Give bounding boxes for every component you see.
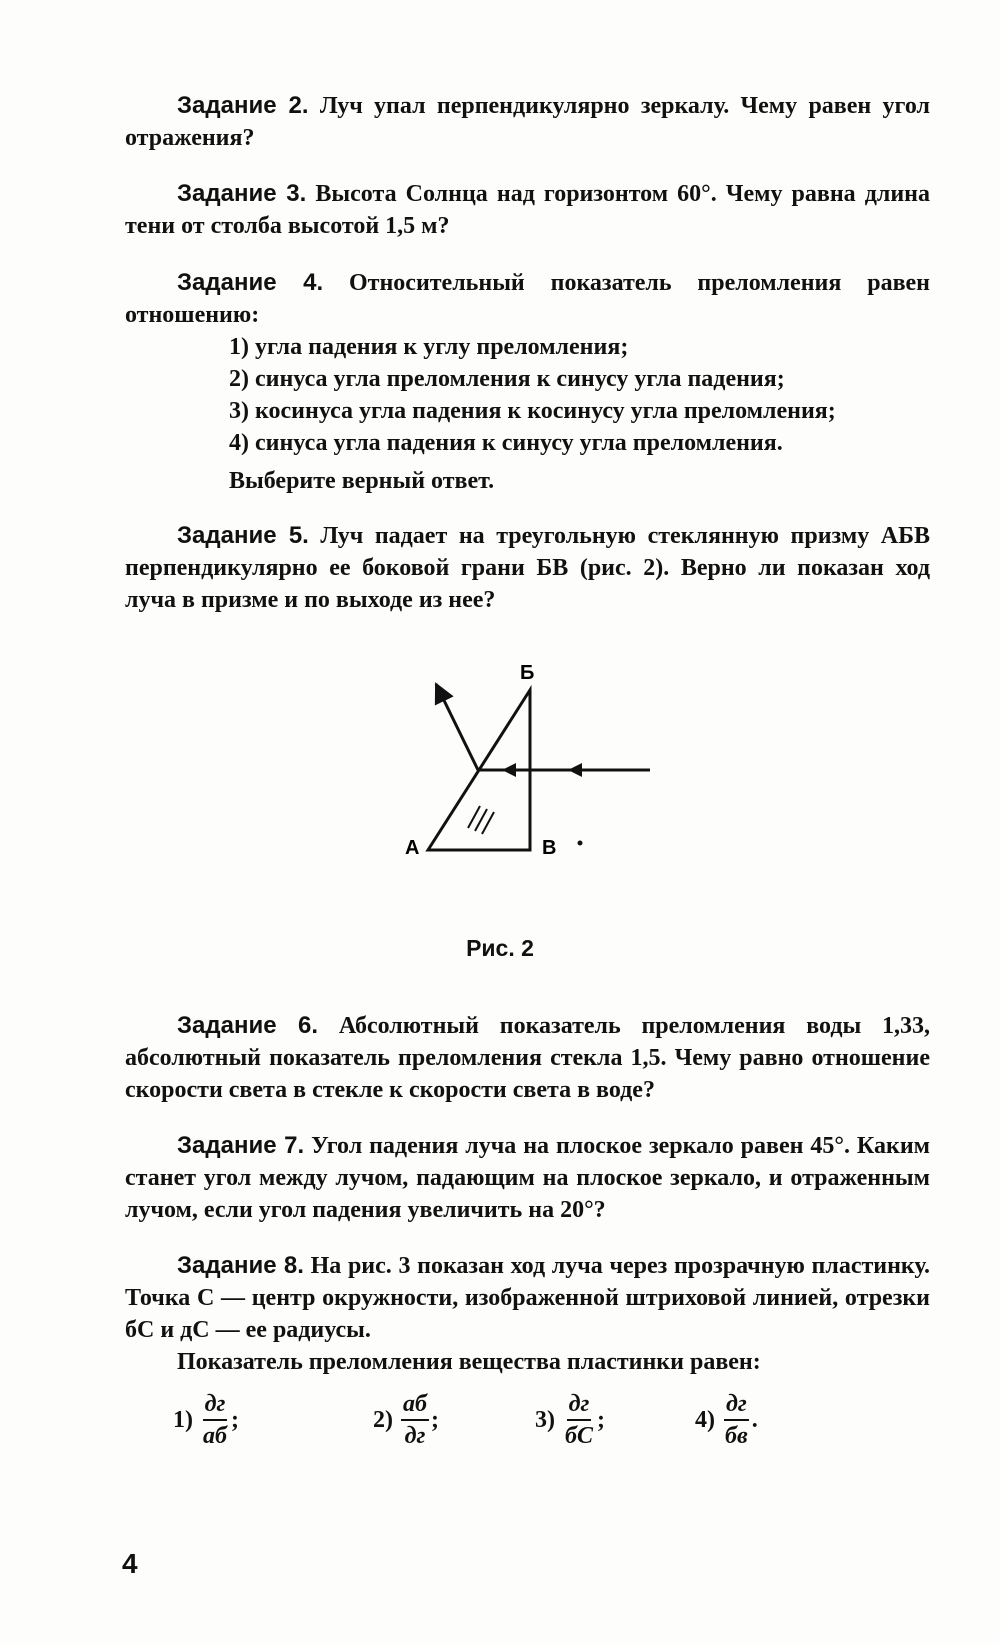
task-2-text: Луч упал перпендикулярно зеркалу. Чему равен угол отражения? xyxy=(125,93,931,151)
task-5-label: Задание 5. xyxy=(177,522,309,549)
prism-figure xyxy=(380,650,680,870)
task-8-label: Задание 8. xyxy=(177,1252,304,1279)
ray-arrow-inner xyxy=(502,763,516,777)
task-8-answers xyxy=(125,1380,930,1460)
task-8-text: На рис. 3 показан ход луча через прозрачную пластинку. Точка С — центр окружности, изображенной штриховой линией, отрезки бС и дС — ее радиусы. xyxy=(125,1253,931,1343)
page-number: 4 xyxy=(122,1548,138,1579)
task-3 xyxy=(125,178,930,242)
task-4-text: Относительный показатель преломления равен отношению: xyxy=(125,270,931,328)
task-3-text: Высота Солнца над горизонтом 60°. Чему равна длина тени от столба высотой 1,5 м? xyxy=(125,181,930,239)
vertex-label-v: В xyxy=(542,837,557,859)
fraction: $\frac{дг}{бв}$ xyxy=(725,1391,748,1449)
task-5 xyxy=(125,520,930,616)
figure-caption: Рис. 2 xyxy=(466,935,534,961)
task-4-option-4: 4) синуса угла падения к синусу угла преломления. xyxy=(229,430,783,456)
task-7-label: Задание 7. xyxy=(177,1132,305,1159)
task-8-question: Показатель преломления вещества пластинки равен: xyxy=(177,1349,761,1375)
ray-arrow-outer xyxy=(568,763,582,777)
task-6-text: Абсолютный показатель преломления воды 1,33, абсолютный показатель преломления стекла 1,5. Чему равно отношение скорости света в стекле к скорости света в воде? xyxy=(125,1013,930,1103)
task-2 xyxy=(125,90,930,154)
task-4-option-2: 2) синуса угла преломления к синусу угла падения; xyxy=(229,366,785,392)
task-6 xyxy=(125,1010,930,1106)
task-4-label: Задание 4. xyxy=(177,269,324,296)
task-4-option-1: 1) угла падения к углу преломления; xyxy=(229,334,629,360)
vertex-label-a: А xyxy=(405,837,420,859)
answer-4: 4) $\frac{дг}{бв}$ . xyxy=(695,1391,758,1449)
task-4-footer: Выберите верный ответ. xyxy=(229,468,495,494)
vertex-label-b: Б xyxy=(520,662,535,684)
task-4 xyxy=(125,267,930,497)
fraction: $\frac{дг}{аб}$ xyxy=(203,1391,227,1449)
task-5-text: Луч падает на треугольную стеклянную призму АБВ перпендикулярно ее боковой грани БВ (рис. 2). Верно ли показан ход луча в призме и по выходе из нее? xyxy=(125,523,930,613)
task-7 xyxy=(125,1130,930,1226)
answer-1: 1) $\frac{дг}{аб}$ ; xyxy=(173,1391,239,1449)
task-8 xyxy=(125,1250,930,1378)
fraction: $\frac{аб}{дг}$ xyxy=(403,1391,427,1449)
task-6-label: Задание 6. xyxy=(177,1012,319,1039)
task-4-option-3: 3) косинуса угла падения к косинусу угла преломления; xyxy=(229,398,836,424)
fraction: $\frac{дг}{бС}$ xyxy=(565,1391,593,1449)
task-7-text: Угол падения луча на плоское зеркало равен 45°. Каким станет угол между лучом, падающим на плоское зеркало, и отраженным лучом, если угол падения увеличить на 20°? xyxy=(125,1133,930,1223)
answer-3: 3) $\frac{дг}{бС}$ ; xyxy=(535,1391,605,1449)
task-2-label: Задание 2. xyxy=(177,92,309,119)
speck-dot xyxy=(578,841,583,846)
exit-ray xyxy=(436,684,478,770)
task-3-label: Задание 3. xyxy=(177,180,307,207)
answer-2: 2) $\frac{аб}{дг}$ ; xyxy=(373,1391,439,1449)
